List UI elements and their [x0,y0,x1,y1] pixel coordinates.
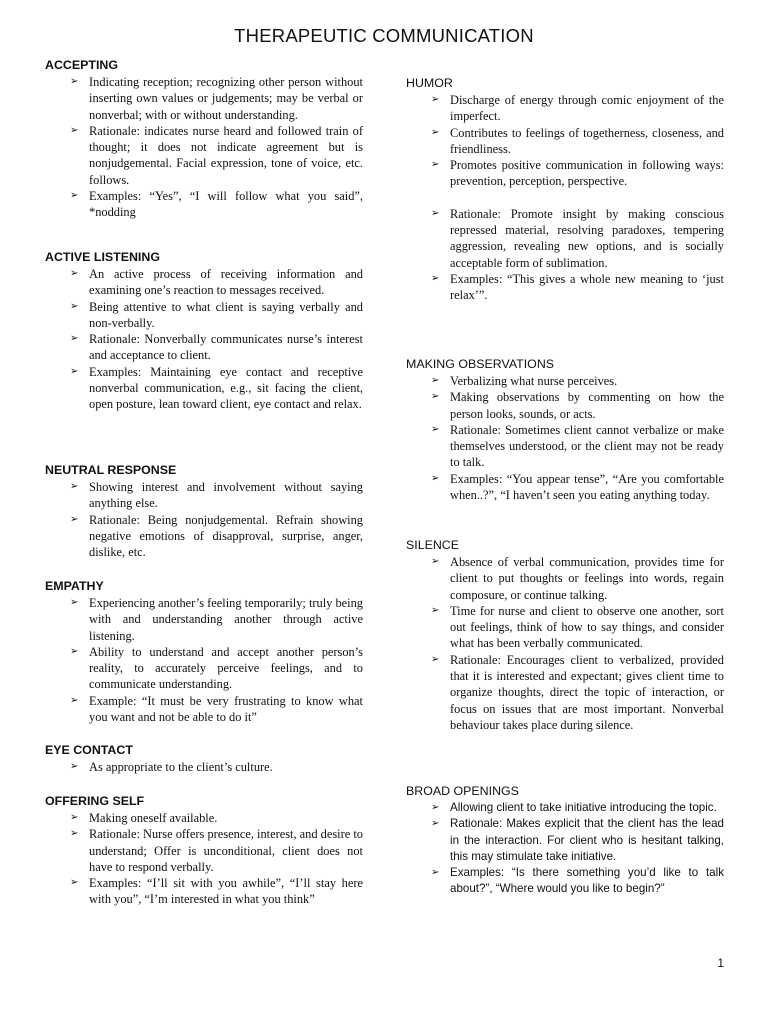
section-heading-empathy: EMPATHY [45,579,104,593]
arrowhead-bullet-icon: ➢ [431,867,440,879]
bullet-text: Discharge of energy through comic enjoyment of the imperfect. [450,93,724,124]
bullet-list [45,810,363,908]
bullet-text: Absence of verbal communication, provides time for client to put thoughts or feelings into words, regain composure, or continue talking. [450,555,724,602]
bullet-text: Rationale: Nurse offers presence, interest, and desire to understand; Offer is unconditional, client does not have to respond verbally. [89,827,363,874]
bullet-text: Examples: “Yes”, “I will follow what you said”, *nodding [89,189,363,220]
bullet-text: Rationale: Being nonjudgemental. Refrain showing negative emotions of disapproval, surprise, anger, dislike, etc. [89,512,363,560]
bullet-text: Rationale: indicates nurse heard and followed train of thought; it does not indicate agreement but is nonjudgemental. Facial expression, tone of voice, etc. follows. [89,123,363,187]
bullet-text: Examples: Maintaining eye contact and receptive nonverbal communication, e.g., sit facing the client, open posture, lean toward client, eye contact and relax. [89,364,363,412]
bullet-text: Contributes to feelings of togetherness, closeness, and friendliness. [450,125,724,156]
arrowhead-bullet-icon: ➢ [70,761,79,772]
section-heading-offering-self: OFFERING SELF [45,794,145,808]
section-heading-broad-openings: BROAD OPENINGS [406,784,519,798]
bullet-list [406,373,724,503]
bullet-text: Verbalizing what nurse perceives. [450,374,618,388]
arrowhead-bullet-icon: ➢ [70,694,79,706]
section-heading-silence: SILENCE [406,538,460,552]
arrowhead-bullet-icon: ➢ [70,76,79,87]
arrowhead-bullet-icon: ➢ [431,604,440,616]
section-heading-eye-contact: EYE CONTACT [45,743,133,757]
bullet-item [406,652,724,733]
arrowhead-bullet-icon: ➢ [70,190,79,202]
section-heading-neutral-response: NEUTRAL RESPONSE [45,463,177,477]
arrowhead-bullet-icon: ➢ [70,645,79,657]
bullet-item [45,123,363,188]
bullet-text: Being attentive to what client is saying verbally and non-verbally. [89,299,363,330]
bullet-item [45,693,363,726]
arrowhead-bullet-icon: ➢ [70,365,79,377]
section-offering-self [45,793,363,908]
bullet-item [406,422,724,471]
bullet-item [45,364,363,413]
bullet-item [45,644,363,693]
bullet-item [45,299,363,332]
bullet-item [45,826,363,875]
arrowhead-bullet-icon: ➢ [70,812,79,823]
bullet-item [45,74,363,123]
section-empathy [45,578,363,725]
section-accepting [45,57,363,221]
bullet-item [406,816,724,865]
bullet-text: Experiencing another’s feeling temporarily; truly being with and understanding another through active listening. [89,596,363,643]
bullet-item [406,554,724,603]
bullet-text: Indicating reception; recognizing other person without inserting own values or judgements; may be verbal or nonverbal; with or without understanding. [89,75,363,122]
bullet-text: Making observations by commenting on how the person looks, sounds, or acts. [450,390,724,421]
bullet-text: Time for nurse and client to observe one another, sort out feelings, think of how to say things, and consider what has been verbally communicated. [450,603,724,651]
section-broad-openings [406,783,724,898]
bullet-item [406,125,724,158]
arrowhead-bullet-icon: ➢ [431,423,440,435]
arrowhead-bullet-icon: ➢ [431,391,440,403]
bullet-text: Example: “It must be very frustrating to know what you want and not be able to do it” [89,693,363,725]
section-heading-humor: HUMOR [406,76,453,90]
bullet-list [45,266,363,413]
bullet-item [406,373,724,389]
arrowhead-bullet-icon: ➢ [431,126,440,138]
bullet-text: Making oneself available. [89,811,218,825]
arrowhead-bullet-icon: ➢ [431,556,440,567]
bullet-list [406,92,724,304]
section-humor [406,75,724,304]
arrowhead-bullet-icon: ➢ [431,375,440,386]
bullet-item [45,479,363,512]
arrowhead-bullet-icon: ➢ [431,207,440,219]
arrowhead-bullet-icon: ➢ [431,472,440,484]
arrowhead-bullet-icon: ➢ [431,802,440,813]
arrowhead-bullet-icon: ➢ [70,124,79,136]
bullet-item [45,810,363,826]
page-title: THERAPEUTIC COMMUNICATION [234,25,534,46]
bullet-text: Rationale: Nonverbally communicates nurse’s interest and acceptance to client. [89,332,363,363]
section-making-observations [406,356,724,503]
bullet-item [406,471,724,504]
arrowhead-bullet-icon: ➢ [431,159,440,171]
bullet-item [45,512,363,561]
bullet-item [45,266,363,299]
arrowhead-bullet-icon: ➢ [70,333,79,345]
bullet-item [45,759,363,775]
section-heading-making-observations: MAKING OBSERVATIONS [406,357,555,371]
bullet-item [406,865,724,898]
arrowhead-bullet-icon: ➢ [70,268,79,279]
bullet-text: An active process of receiving information and examining one’s reaction to messages received. [89,267,363,298]
bullet-text: As appropriate to the client’s culture. [89,760,273,774]
section-silence [406,537,724,733]
bullet-item [406,800,724,816]
bullet-list [406,800,724,898]
arrowhead-bullet-icon: ➢ [431,818,440,830]
bullet-list [45,479,363,560]
bullet-text: Showing interest and involvement without saying anything else. [89,480,363,511]
page-number: 1 [717,956,724,970]
bullet-text: Examples: “I’ll sit with you awhile”, “I’ll stay here with you”, “I’m interested in what you think” [89,876,363,907]
bullet-list [45,595,363,725]
bullet-text: Allowing client to take initiative introducing the topic. [450,801,717,814]
section-neutral-response [45,462,363,560]
arrowhead-bullet-icon: ➢ [431,653,440,665]
bullet-item [45,188,363,221]
bullet-item [406,206,724,271]
section-heading-active-listening: ACTIVE LISTENING [45,250,160,264]
bullet-text: Examples: “Is there something you’d like to talk about?”, “Where would you like to begin?” [450,866,724,896]
bullet-item [406,92,724,125]
bullet-text: Rationale: Promote insight by making conscious repressed material, resolving paradoxes, tempering aggression, revealing new options, and is socially acceptable form of sublimation. [450,206,724,270]
bullet-item [406,389,724,422]
bullet-list [406,554,724,733]
section-active-listening [45,249,363,413]
bullet-text: Rationale: Encourages client to verbalized, provided that it is interested and expectant; gives client time to organize thoughts, direct the topic of interaction, or focus on issues that are most important. Nonverbal behaviour takes place during silence. [450,652,724,732]
bullet-text: Examples: “You appear tense”, “Are you comfortable when..?”, “I haven’t seen you eating anything today. [450,471,724,503]
bullet-text: Ability to understand and accept another person’s reality, to accurately perceive feelings, and to communicate understanding. [89,644,363,692]
arrowhead-bullet-icon: ➢ [431,94,440,105]
section-heading-accepting: ACCEPTING [45,58,118,72]
bullet-text: Rationale: Sometimes client cannot verbalize or make themselves understood, or the client may not be ready to talk. [450,422,724,470]
bullet-item [45,595,363,644]
section-eye-contact [45,742,363,775]
arrowhead-bullet-icon: ➢ [70,300,79,312]
bullet-text: Promotes positive communication in following ways: prevention, perception, perspective. [450,158,724,189]
bullet-item [45,331,363,364]
arrowhead-bullet-icon: ➢ [70,597,79,608]
bullet-item [406,603,724,652]
bullet-text: Rationale: Makes explicit that the client has the lead in the interaction. For client who is hesitant talking, this may stimulate take initiative. [450,817,724,863]
bullet-item [406,157,724,190]
arrowhead-bullet-icon: ➢ [70,481,79,492]
arrowhead-bullet-icon: ➢ [70,828,79,840]
bullet-list [45,759,363,775]
arrowhead-bullet-icon: ➢ [431,272,440,284]
arrowhead-bullet-icon: ➢ [70,513,79,525]
bullet-list [45,74,363,221]
bullet-text: Examples: “This gives a whole new meaning to ‘just relax’”. [450,271,724,303]
arrowhead-bullet-icon: ➢ [70,877,79,889]
bullet-item [45,875,363,908]
bullet-item [406,271,724,304]
